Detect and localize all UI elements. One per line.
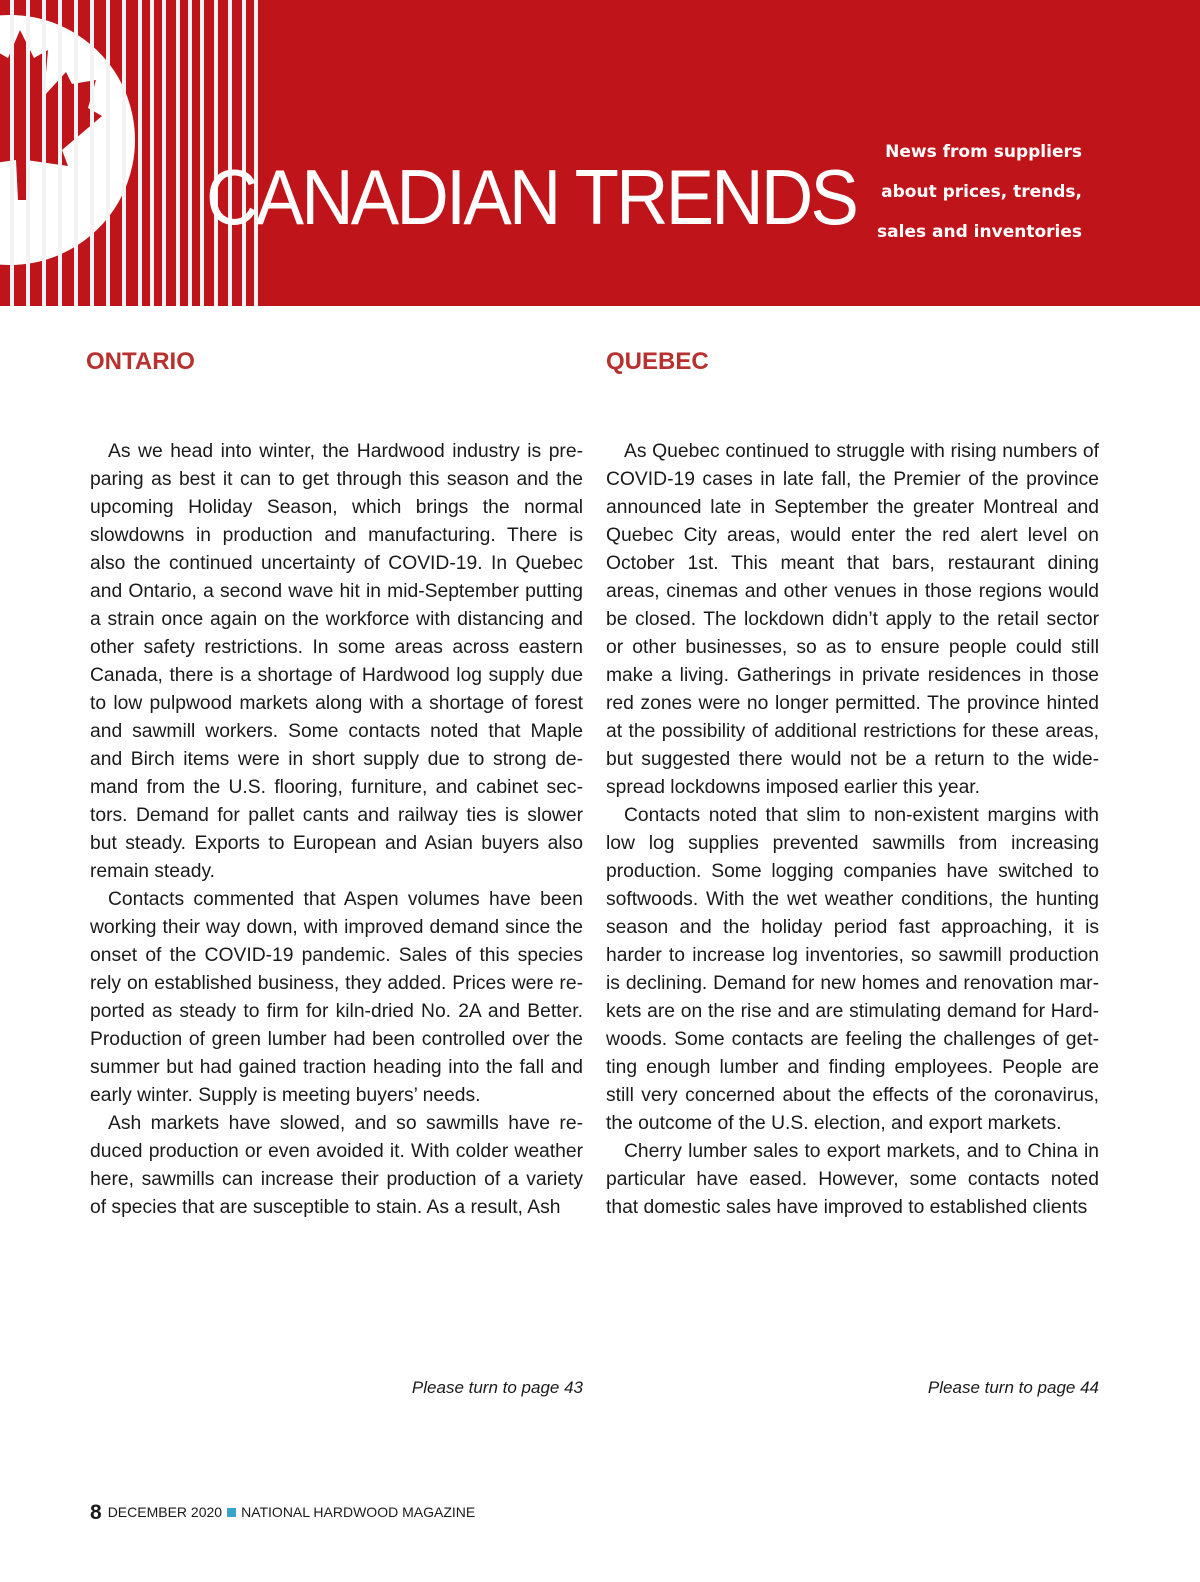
flag-stripe: [188, 0, 192, 306]
magazine-name: NATIONAL HARDWOOD MAGAZINE: [241, 1504, 476, 1520]
separator-square-icon: [227, 1508, 236, 1517]
ontario-body: [90, 438, 583, 1222]
issue-date: DECEMBER 2020: [107, 1504, 223, 1520]
flag-stripe: [42, 0, 46, 306]
flag-stripe: [150, 0, 154, 306]
paragraph: Ash markets have slowed, and so sawmills have reduced production or even avoided it. With colder weather here, sawmills can increase their production of a variety of species that are susceptible to stain. As a result, Ash: [90, 1113, 583, 1218]
flag-stripe: [176, 0, 180, 306]
page-title: CANADIAN TRENDS: [206, 153, 857, 241]
flag-stripe: [74, 0, 78, 306]
tagline-line: sales and inventories: [877, 222, 1082, 242]
section-heading-ontario: ONTARIO: [86, 348, 195, 375]
tagline-line: News from suppliers: [885, 142, 1082, 162]
flag-stripe: [26, 0, 30, 306]
continued-note-ontario: Please turn to page 43: [411, 1378, 583, 1397]
flag-stripe: [58, 0, 62, 306]
quebec-body: [606, 438, 1099, 1222]
paragraph: Cherry lumber sales to export markets, and to China in particular have eased. However, some contacts noted that domestic sales have improved to established clients: [606, 1141, 1099, 1218]
section-heading-quebec: QUEBEC: [606, 348, 709, 375]
tagline: [822, 132, 1082, 252]
tagline-line: about prices, trends,: [881, 182, 1082, 202]
flag-stripe: [200, 0, 204, 306]
paragraph: Contacts noted that slim to non-existent margins with low log supplies prevented sawmills from increasing production. Some logging companies have switched to softwoods. With the wet weather conditions, the hunting season and the holiday period fast approaching, it is harder to increase log inventories, so sawmill production is declining. Demand for new homes and renovation markets are on the rise and are stimulating demand for Hardwoods. Some contacts are feeling the challenges of getting enough lumber and finding employees. People are still very concerned about the effects of the coronavirus, the outcome of the U.S. election, and export markets.: [606, 805, 1099, 1134]
flag-stripe: [90, 0, 94, 306]
paragraph: As Quebec continued to struggle with rising numbers of COVID-19 cases in late fall, the Premier of the province announced late in September the greater Montreal and Quebec City areas, would enter the red alert level on October 1st. This meant that bars, restaurant dining areas, cinemas and other venues in those regions would be closed. The lockdown didn’t apply to the retail sector or other businesses, so as to ensure people could still make a living. Gatherings in private residences in those red zones were no longer permitted. The province hinted at the possibility of additional restrictions for these areas, but suggested there would not be a return to the widespread lockdowns imposed earlier this year.: [606, 441, 1099, 798]
continued-note-quebec: Please turn to page 44: [927, 1378, 1099, 1397]
flag-stripe: [138, 0, 142, 306]
quebec-column: [606, 346, 1099, 1218]
ontario-column: [86, 346, 583, 1218]
page-number: 8: [90, 1501, 102, 1524]
paragraph: Contacts commented that Aspen volumes have been working their way down, with improved demand since the onset of the COVID-19 pandemic. Sales of this species rely on established business, they added. Prices were reported as steady to firm for kiln-dried No. 2A and Better. Production of green lumber had been controlled over the summer but had gained traction heading into the fall and early winter. Supply is meeting buyers’ needs.: [90, 889, 583, 1106]
flag-stripe: [106, 0, 110, 306]
page-footer: [90, 1500, 475, 1525]
flag-stripe: [122, 0, 126, 306]
flag-stripe: [162, 0, 166, 306]
flag-stripe: [10, 0, 14, 306]
paragraph: As we head into winter, the Hardwood industry is preparing as best it can to get through this season and the upcoming Holiday Season, which brings the normal slowdowns in production and manufacturing. There is also the continued uncertainty of COVID-19. In Quebec and Ontario, a second wave hit in mid-September putting a strain once again on the workforce with distancing and other safety restrictions. In some areas across eastern Canada, there is a shortage of Hardwood log supply due to low pulpwood markets along with a shortage of forest and sawmill workers. Some contacts noted that Maple and Birch items were in short supply due to strong demand from the U.S. flooring, furniture, and cabinet sectors. Demand for pallet cants and railway ties is slower but steady. Exports to European and Asian buyers also remain steady.: [90, 441, 583, 882]
header-banner: [0, 0, 1200, 306]
